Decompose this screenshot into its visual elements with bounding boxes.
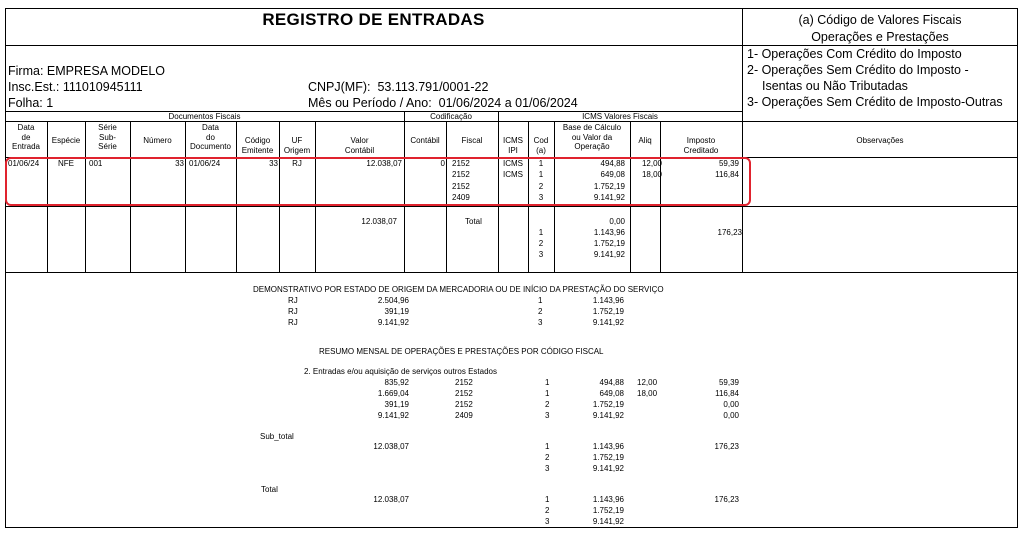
periodo-value: 01/06/2024 a 01/06/2024 (438, 96, 578, 110)
demo-valor: 2.504,96 (377, 296, 409, 305)
resumo-valor: 1.669,04 (377, 389, 409, 398)
cnpj-label: CNPJ(MF): (308, 80, 371, 94)
entry-cod: 2 (538, 182, 544, 191)
resumo-cod: 1 (545, 378, 550, 387)
entry-data-doc: 01/06/24 (189, 159, 221, 168)
folha-row (8, 96, 53, 110)
totals-cod: 2 (538, 239, 544, 248)
entry-especie: NFE (58, 159, 74, 168)
entry-base: 494,88 (600, 159, 625, 168)
resumo-valor: 835,92 (384, 378, 409, 387)
title-underline (5, 45, 742, 46)
legend-item-3: 3- Operações Sem Crédito de Imposto-Outras (747, 95, 1003, 109)
resumo-cod: 3 (545, 411, 550, 420)
demo-base: 1.752,19 (592, 307, 624, 316)
group-icms: ICMS Valores Fiscais (582, 112, 658, 121)
report-title: REGISTRO DE ENTRADAS (262, 10, 485, 29)
demo-uf: RJ (288, 307, 298, 316)
demo-valor: 9.141,92 (377, 318, 409, 327)
col-aliq: Aliq (638, 136, 652, 145)
entry-cod: 1 (538, 159, 544, 168)
subtotal-imposto: 176,23 (714, 442, 739, 451)
folha-label: Folha: (8, 96, 43, 110)
resumo-cod: 2 (545, 400, 550, 409)
totals-cod: 3 (538, 250, 544, 259)
totals-valor: 12.038,07 (361, 217, 397, 226)
totals-label: Total (465, 217, 482, 226)
demo-uf: RJ (288, 296, 298, 305)
resumo-cfop: 2152 (455, 378, 473, 387)
entry-contabil: 0 (440, 159, 445, 168)
entry-valor: 12.038,07 (366, 159, 402, 168)
legend-item-2: 2- Operações Sem Crédito do Imposto - (747, 63, 969, 77)
resumo-valor: 391,19 (384, 400, 409, 409)
entry-aliq: 18,00 (641, 170, 663, 179)
legend-item-1: 1- Operações Com Crédito do Imposto (747, 47, 962, 61)
firma-row (8, 64, 165, 78)
firma-value: EMPRESA MODELO (46, 64, 165, 78)
demo-valor: 391,19 (384, 307, 409, 316)
cnpj-value: 53.113.791/0001-22 (377, 80, 489, 94)
col-uf: UF Origem (283, 136, 311, 155)
entry-imposto: 116,84 (715, 170, 739, 179)
entries-bottom-line (5, 206, 1018, 207)
demo-base: 9.141,92 (592, 318, 624, 327)
entry-base: 9.141,92 (593, 193, 625, 202)
demo-uf: RJ (288, 318, 298, 327)
group-docs: Documentos Fiscais (168, 112, 241, 121)
total-cod: 3 (545, 517, 550, 526)
total-imposto: 176,23 (714, 495, 739, 504)
entry-base: 649,08 (600, 170, 625, 179)
entry-fiscal: 2409 (452, 193, 470, 202)
demo-cod: 1 (538, 296, 543, 305)
col-imposto: Imposto Creditado (683, 136, 719, 155)
subtotal-cod: 3 (545, 464, 550, 473)
firma-label: Firma: (8, 64, 44, 78)
totals-imposto: 176,23 (717, 228, 742, 237)
total-valor: 12.038,07 (373, 495, 409, 504)
col-base: Base de Cálculo ou Valor da Operação (562, 123, 622, 151)
subtotal-base: 9.141,92 (592, 464, 624, 473)
entry-cod: 1 (538, 170, 544, 179)
subtotal-cod: 1 (545, 442, 550, 451)
demo-cod: 2 (538, 307, 543, 316)
total-label: Total (261, 485, 278, 494)
resumo-aliq: 12,00 (637, 378, 658, 387)
legend-title-underline (742, 45, 1018, 46)
entry-aliq: 12,00 (641, 159, 663, 168)
totals-base: 1.143,96 (593, 228, 625, 237)
subtotal-base: 1.752,19 (592, 453, 624, 462)
totals-base: 1.752,19 (593, 239, 625, 248)
legend-subtitle: Operações e Prestações (811, 30, 949, 44)
subtotal-valor: 12.038,07 (373, 442, 409, 451)
col-codigo: Código Emitente (241, 136, 274, 155)
resumo-cfop: 2152 (455, 400, 473, 409)
totals-base: 9.141,92 (593, 250, 625, 259)
col-observacoes: Observações (856, 136, 904, 145)
insc-value: 111010945111 (62, 80, 143, 94)
col-icms-ipi: ICMS IPI (503, 136, 523, 155)
resumo-base: 494,88 (599, 378, 624, 387)
resumo-cfop: 2152 (455, 389, 473, 398)
totals-bottom-line (5, 272, 1018, 273)
total-base: 9.141,92 (592, 517, 624, 526)
total-base: 1.752,19 (592, 506, 624, 515)
entry-fiscal: 2152 (452, 182, 470, 191)
obs-top-line (742, 121, 1018, 122)
entry-serie: 001 (89, 159, 103, 168)
periodo-label: Mês ou Período / Ano: (308, 96, 432, 110)
entry-fiscal: 2152 (452, 159, 470, 168)
legend-item-2-cont: Isentas ou Não Tributadas (762, 79, 908, 93)
subtotal-label: Sub_total (260, 432, 294, 441)
total-cod: 1 (545, 495, 550, 504)
resumo-subtitle: 2. Entradas e/ou aquisição de serviços outros Estados (304, 367, 497, 376)
resumo-title: RESUMO MENSAL DE OPERAÇÕES E PRESTAÇÕES POR CÓDIGO FISCAL (319, 347, 604, 356)
periodo-row (308, 96, 578, 110)
col-serie: Série Sub- Série (98, 123, 117, 151)
resumo-imposto: 0,00 (723, 400, 739, 409)
resumo-imposto: 116,84 (715, 389, 739, 398)
entry-uf: RJ (292, 159, 302, 168)
col-especie: Espécie (51, 136, 81, 145)
resumo-valor: 9.141,92 (377, 411, 409, 420)
resumo-imposto: 59,39 (718, 378, 739, 387)
col-numero: Número (143, 136, 172, 145)
resumo-base: 649,08 (599, 389, 624, 398)
entry-base: 1.752,19 (593, 182, 625, 191)
highlight-frame (5, 157, 751, 206)
resumo-cod: 1 (545, 389, 550, 398)
entry-codigo: 33 (269, 159, 278, 168)
folha-value: 1 (46, 96, 54, 110)
total-base: 1.143,96 (592, 495, 624, 504)
entry-tipo: ICMS (503, 170, 523, 179)
col-fiscal: Fiscal (461, 136, 483, 145)
totals-base0: 0,00 (609, 217, 625, 226)
entry-numero: 33 (175, 159, 184, 168)
resumo-base: 9.141,92 (592, 411, 624, 420)
insc-row (8, 80, 143, 94)
resumo-base: 1.752,19 (592, 400, 624, 409)
demo-cod: 3 (538, 318, 543, 327)
total-cod: 2 (545, 506, 550, 515)
subtotal-cod: 2 (545, 453, 550, 462)
col-data-doc: Data do Documento (190, 123, 231, 151)
cnpj-row (308, 80, 488, 94)
demonstrativo-title: DEMONSTRATIVO POR ESTADO DE ORIGEM DA MERCADORIA OU DE INÍCIO DA PRESTAÇÃO DO SERVIÇO (253, 285, 664, 294)
subtotal-base: 1.143,96 (592, 442, 624, 451)
col-contabil: Contábil (410, 136, 440, 145)
entry-imposto: 59,39 (718, 159, 739, 168)
insc-label: Insc.Est.: (8, 80, 60, 94)
entry-data: 01/06/24 (8, 159, 40, 168)
col-data-entrada: Data de Entrada (11, 123, 41, 151)
resumo-imposto: 0,00 (723, 411, 739, 420)
totals-cod: 1 (538, 228, 544, 237)
entry-fiscal: 2152 (452, 170, 470, 179)
entry-cod: 3 (538, 193, 544, 202)
resumo-cfop: 2409 (455, 411, 473, 420)
col-valor: Valor Contábil (344, 136, 375, 155)
demo-base: 1.143,96 (592, 296, 624, 305)
col-cod: Cod (a) (533, 136, 549, 155)
entry-tipo: ICMS (503, 159, 523, 168)
resumo-aliq: 18,00 (637, 389, 658, 398)
legend-title: (a) Código de Valores Fiscais (798, 13, 962, 27)
group-codif: Codificação (430, 112, 472, 121)
